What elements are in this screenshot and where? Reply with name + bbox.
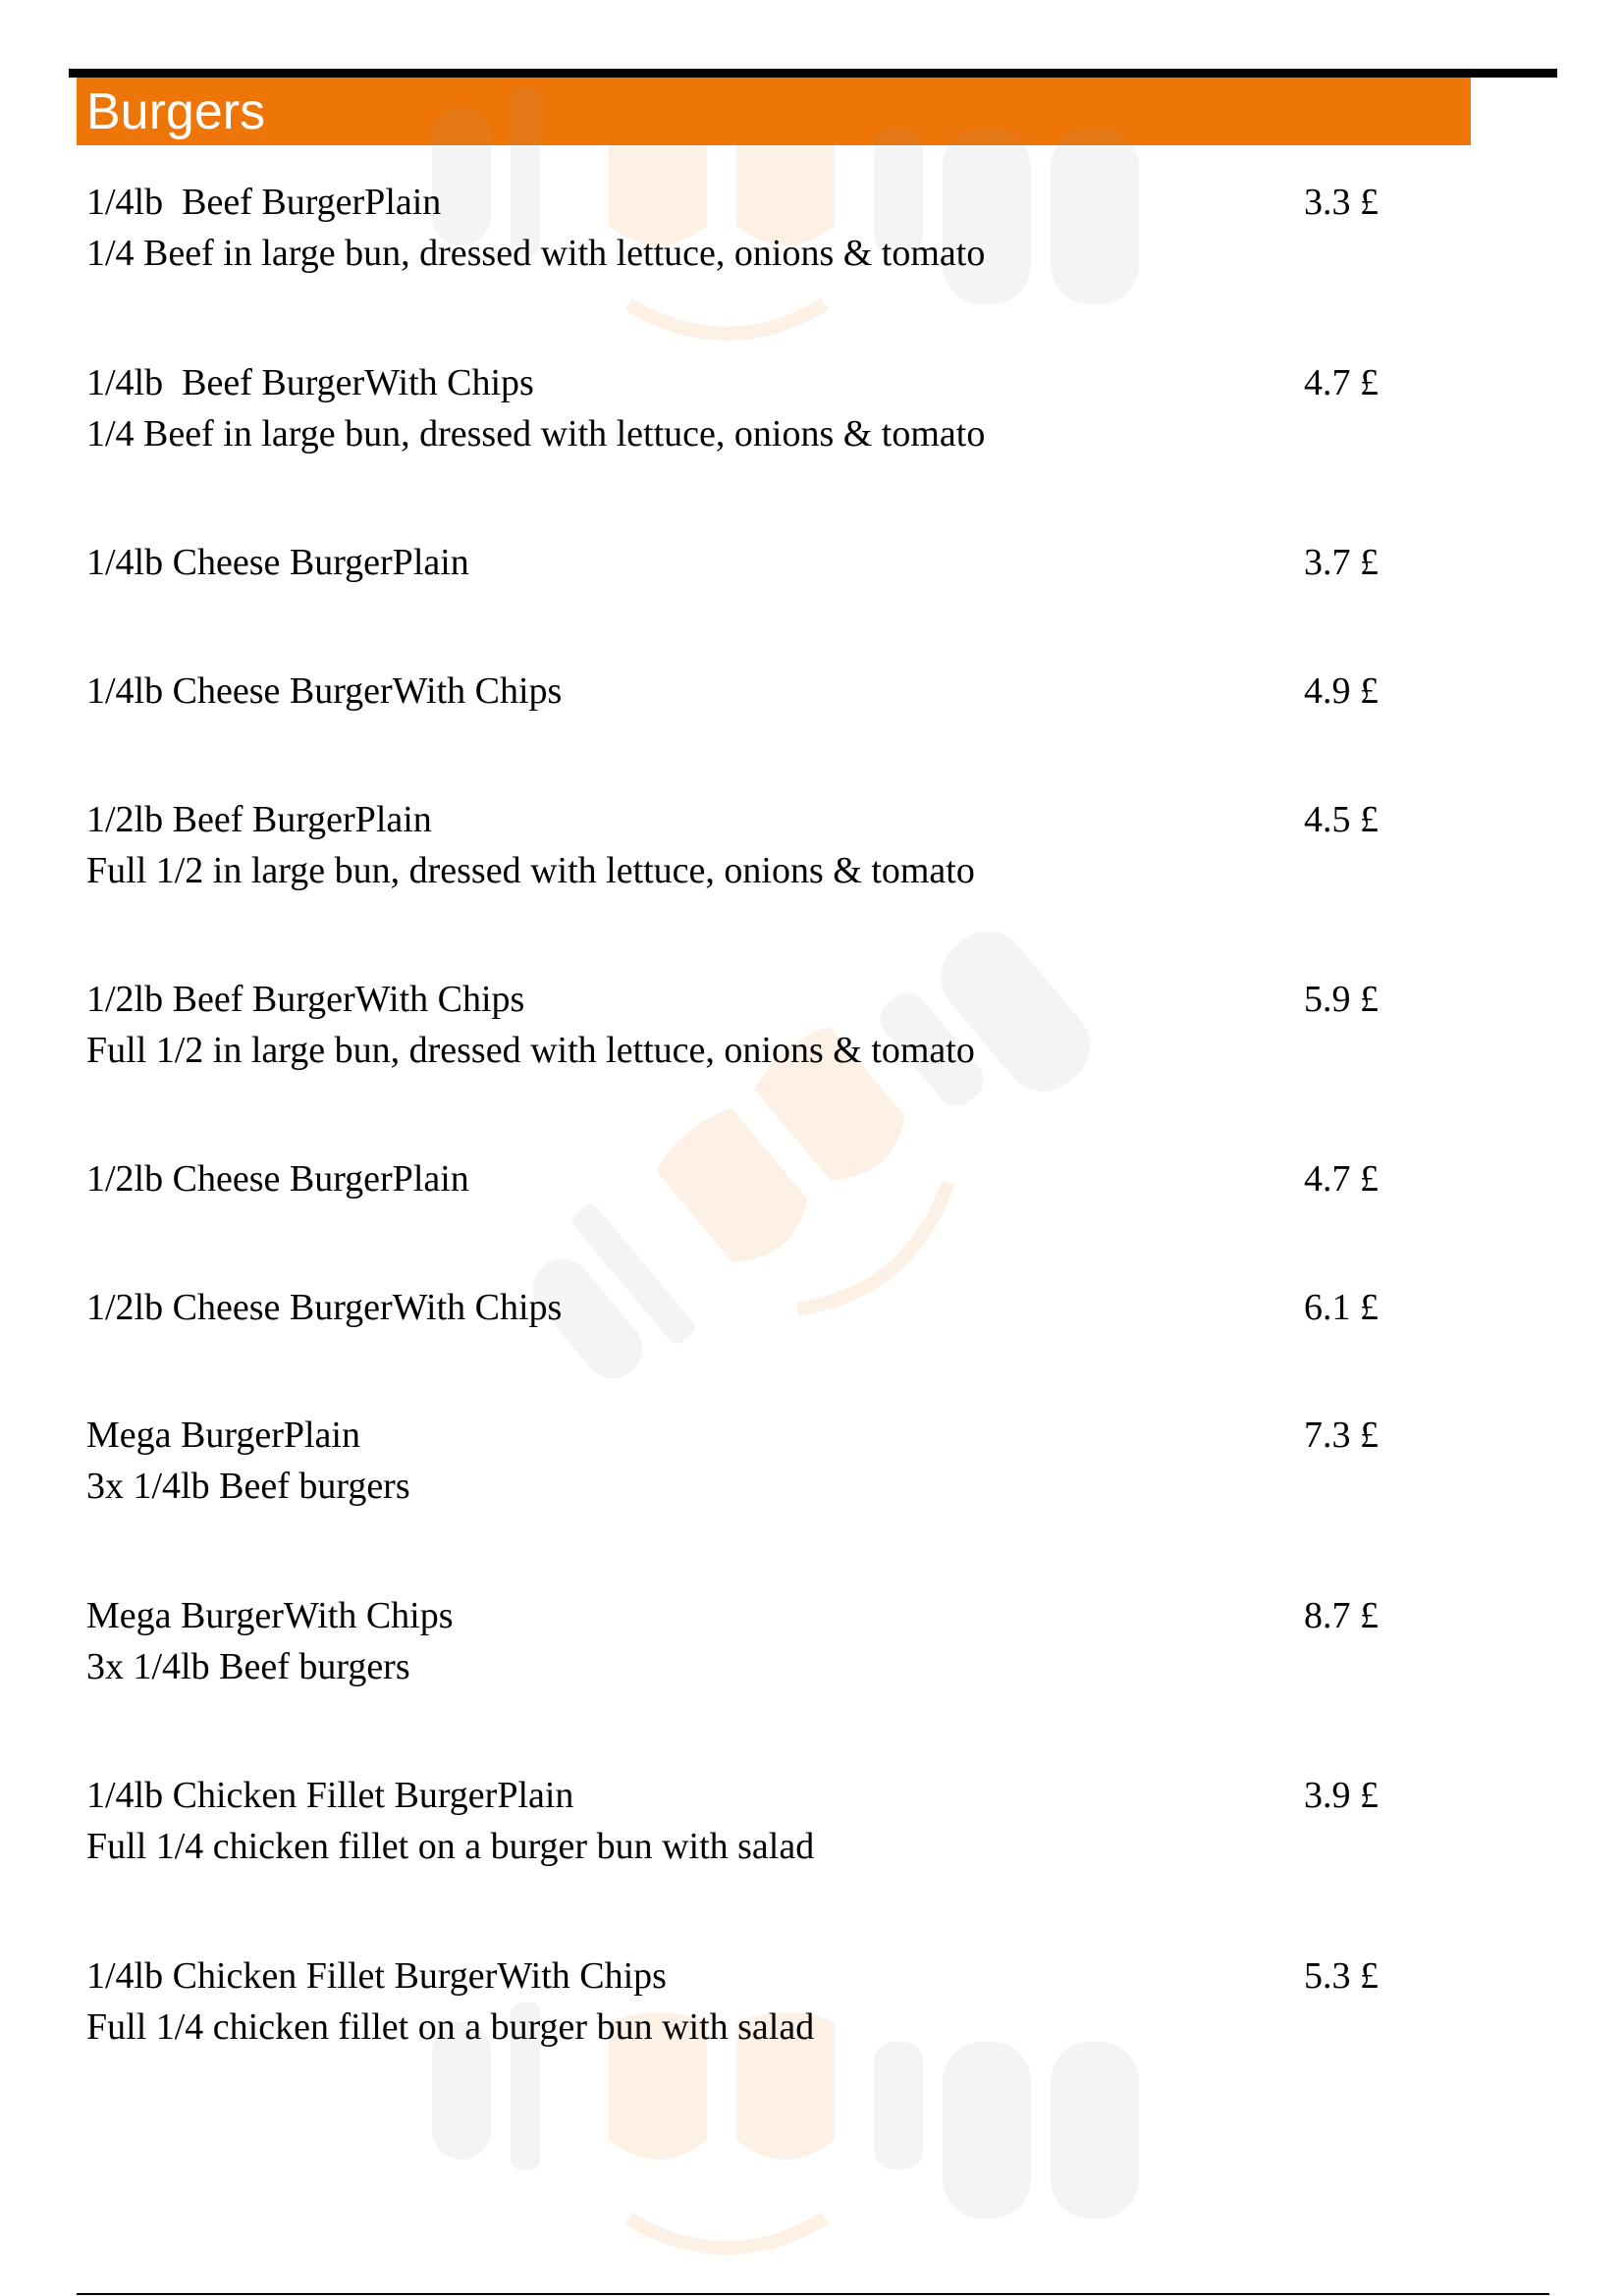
item-price: 7.3 £ — [1304, 1415, 1379, 1456]
item-name: 1/2lb Cheese BurgerPlain — [86, 1158, 469, 1200]
item-price: 3.9 £ — [1304, 1775, 1379, 1816]
item-price: 4.5 £ — [1304, 799, 1379, 840]
item-name: 1/4lb Cheese BurgerWith Chips — [86, 670, 563, 712]
item-name: 1/4lb Beef BurgerWith Chips — [86, 362, 534, 403]
item-description: 1/4 Beef in large bun, dressed with lettuce, onions & tomato — [86, 413, 986, 454]
section-header — [77, 78, 1471, 145]
item-name: 1/4lb Cheese BurgerPlain — [86, 542, 469, 583]
item-price: 6.1 £ — [1304, 1287, 1379, 1328]
item-price: 3.3 £ — [1304, 182, 1379, 223]
item-name: 1/4lb Beef BurgerPlain — [86, 182, 442, 223]
item-name: Mega BurgerPlain — [86, 1415, 360, 1456]
item-price: 3.7 £ — [1304, 542, 1379, 583]
item-price: 5.3 £ — [1304, 1955, 1379, 1997]
item-description: Full 1/4 chicken fillet on a burger bun with salad — [86, 2006, 815, 2048]
item-description: 3x 1/4lb Beef burgers — [86, 1646, 410, 1687]
item-name: 1/2lb Cheese BurgerWith Chips — [86, 1287, 563, 1328]
item-name: Mega BurgerWith Chips — [86, 1595, 454, 1636]
section-title: Burgers — [86, 83, 266, 140]
item-name: 1/4lb Chicken Fillet BurgerWith Chips — [86, 1955, 667, 1997]
watermark-logo-middle — [471, 805, 1178, 1512]
top-rule — [69, 69, 1557, 78]
item-price: 4.9 £ — [1304, 670, 1379, 712]
item-price: 4.7 £ — [1304, 1158, 1379, 1200]
item-price: 8.7 £ — [1304, 1595, 1379, 1636]
item-price: 4.7 £ — [1304, 362, 1379, 403]
item-description: 3x 1/4lb Beef burgers — [86, 1466, 410, 1507]
item-name: 1/4lb Chicken Fillet BurgerPlain — [86, 1775, 574, 1816]
bottom-rule — [77, 2293, 1549, 2295]
item-description: 1/4 Beef in large bun, dressed with lettuce, onions & tomato — [86, 233, 986, 274]
item-description: Full 1/2 in large bun, dressed with lettuce, onions & tomato — [86, 850, 975, 891]
item-name: 1/2lb Beef BurgerWith Chips — [86, 979, 525, 1020]
item-price: 5.9 £ — [1304, 979, 1379, 1020]
item-description: Full 1/4 chicken fillet on a burger bun with salad — [86, 1826, 815, 1867]
item-description: Full 1/2 in large bun, dressed with lettuce, onions & tomato — [86, 1030, 975, 1071]
item-name: 1/2lb Beef BurgerPlain — [86, 799, 432, 840]
